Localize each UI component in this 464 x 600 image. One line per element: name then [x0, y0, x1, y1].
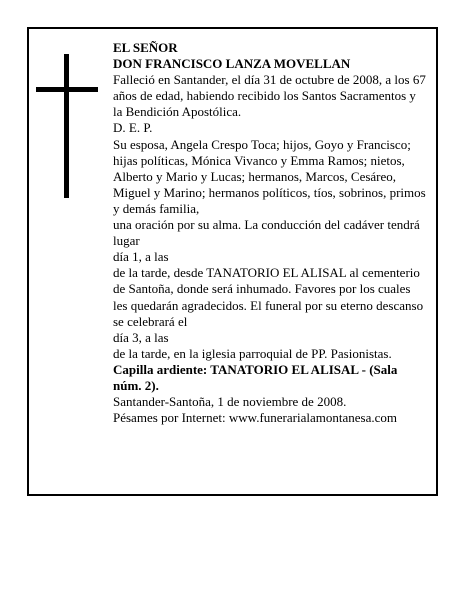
death-announcement: Falleció en Santander, el día 31 de octubre de 2008, a los 67 años de edad, habiendo recibido los Santos Sacramentos y la Bendición Apostólica.: [113, 72, 426, 120]
cross-vertical-bar: [64, 54, 69, 198]
procession-details: de la tarde, desde TANATORIO EL ALISAL al cementerio de Santoña, donde será inhumado. Favores por los cuales les quedarán agradecidos. El funeral por su eterno descanso se celebrará el: [113, 265, 424, 329]
rest-in-peace: D. E. P.: [113, 120, 153, 136]
condolences-website: Pésames por Internet: www.funerarialamontanesa.com: [113, 410, 397, 426]
prayer-request: una oración por su alma. La conducción del cadáver tendrá lugar: [113, 217, 420, 249]
place-date: Santander-Santoña, 1 de noviembre de 2008.: [113, 394, 347, 410]
funeral-date: día 3, a las: [113, 329, 169, 345]
heading-line-1: EL SEÑOR: [113, 40, 178, 55]
cross-icon: [36, 54, 98, 198]
cross-horizontal-bar: [36, 87, 98, 92]
family-list: Su esposa, Angela Crespo Toca; hijos, Goyo y Francisco; hijas políticas, Mónica Vivanco y Emma Ramos; nietos, Alberto y Mario y Lucas; hermanos, Marcos, Cesáreo, Miguel y Marino; hermanos políticos, tíos, sobrinos, primos y demás familia,: [113, 136, 426, 216]
deceased-name: DON FRANCISCO LANZA MOVELLAN: [113, 56, 351, 72]
chapel-info: Capilla ardiente: TANATORIO EL ALISAL - (Sala núm. 2).: [113, 361, 398, 393]
funeral-location: de la tarde, en la iglesia parroquial de PP. Pasionistas.: [113, 345, 392, 361]
obituary-text: [113, 40, 426, 426]
procession-date: día 1, a las: [113, 249, 169, 265]
